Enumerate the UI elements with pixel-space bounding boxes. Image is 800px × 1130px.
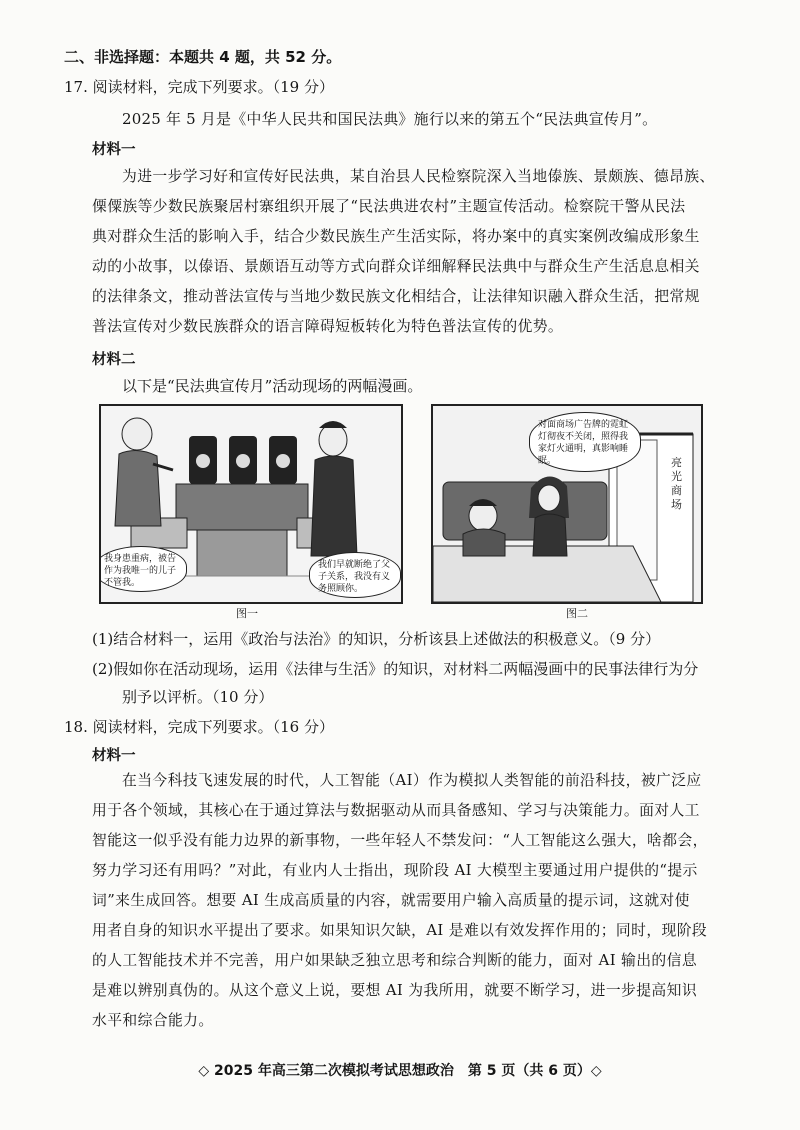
q17-subquestion-2-cont: 别予以评析。（10 分） bbox=[122, 688, 274, 706]
q17-material2-label: 材料二 bbox=[92, 352, 136, 368]
q18-material1-text bbox=[92, 766, 742, 1036]
comic-panel-2 bbox=[431, 404, 703, 604]
q17-header: 17. 阅读材料，完成下列要求。（19 分） bbox=[64, 78, 334, 96]
q17-material1-label: 材料一 bbox=[92, 142, 136, 158]
comic2-mall-sign: 亮光商场 bbox=[671, 456, 682, 511]
text-line: 为进一步学习好和宣传好民法典，某自治县人民检察院深入当地傣族、景颇族、德昂族、 bbox=[122, 168, 715, 185]
q17-intro: 2025 年 5 月是《中华人民共和国民法典》施行以来的第五个“民法典宣传月”。 bbox=[122, 110, 658, 128]
text-line: 用者自身的知识水平提出了要求。如果知识欠缺，AI 是难以有效发挥作用的；同时，现阶段 bbox=[92, 922, 708, 939]
comic2-speech-bubble: 对面商场广告牌的霓虹灯彻夜不关闭，照得我家灯火通明，真影响睡眠。 bbox=[529, 412, 641, 472]
comic1-speech-bubble-father: 我身患重病，被告作为我唯一的儿子不管我。 bbox=[99, 546, 187, 592]
text-line: 词”来生成回答。想要 AI 生成高质量的内容，就需要用户输入高质量的提示词，这就对使 bbox=[92, 892, 690, 909]
text-line: 动的小故事，以傣语、景颇语互动等方式向群众详细解释民法典中与群众生产生活息息相关 bbox=[92, 258, 700, 275]
q18-material1-label: 材料一 bbox=[92, 748, 136, 764]
q18-header: 18. 阅读材料，完成下列要求。（16 分） bbox=[64, 718, 334, 736]
text-line: 典对群众生活的影响入手，结合少数民族生产生活实际，将办案中的真实案例改编成形象生 bbox=[92, 228, 700, 245]
text-line: 的人工智能技术并不完善，用户如果缺乏独立思考和综合判断的能力，面对 AI 输出的信息 bbox=[92, 952, 698, 969]
q17-subquestion-1: (1)结合材料一，运用《政治与法治》的知识，分析该县上述做法的积极意义。（9 分） bbox=[92, 630, 661, 648]
text-line: 普法宣传对少数民族群众的语言障碍短板转化为特色普法宣传的优势。 bbox=[92, 318, 564, 335]
text-line: 努力学习还有用吗？”对此，有业内人士指出，现阶段 AI 大模型主要通过用户提供的“提示 bbox=[92, 862, 698, 879]
q17-subquestion-2: (2)假如你在活动现场，运用《法律与生活》的知识，对材料二两幅漫画中的民事法律行为分 bbox=[92, 660, 699, 678]
text-line: 傈僳族等少数民族聚居村寨组织开展了“民法典进农村”主题宣传活动。检察院干警从民法 bbox=[92, 198, 686, 215]
comic-panel-1 bbox=[99, 404, 403, 604]
q17-material2-intro: 以下是“民法典宣传月”活动现场的两幅漫画。 bbox=[122, 377, 423, 395]
text-line: 智能这一似乎没有能力边界的新事物，一些年轻人不禁发问：“人工智能这么强大，啥都会， bbox=[92, 832, 708, 849]
comic2-caption: 图二 bbox=[566, 607, 588, 620]
text-line: 是难以辨别真伪的。从这个意义上说，要想 AI 为我所用，就要不断学习，进一步提高知识 bbox=[92, 982, 698, 999]
section-title: 二、非选择题：本题共 4 题，共 52 分。 bbox=[64, 48, 342, 66]
text-line: 在当今科技飞速发展的时代，人工智能（AI）作为模拟人类智能的前沿科技，被广泛应 bbox=[122, 772, 702, 789]
page-footer: ◇ 2025 年高三第二次模拟考试思想政治 第 5 页（共 6 页）◇ bbox=[198, 1063, 602, 1079]
text-line: 水平和综合能力。 bbox=[92, 1012, 214, 1029]
comic1-caption: 图一 bbox=[236, 607, 258, 620]
text-line: 用于各个领域，其核心在于通过算法与数据驱动从而具备感知、学习与决策能力。面对人工 bbox=[92, 802, 700, 819]
comic1-speech-bubble-son: 我们早就断绝了父子关系，我没有义务照顾你。 bbox=[309, 552, 401, 598]
text-line: 的法律条文，推动普法宣传与当地少数民族文化相结合，让法律知识融入群众生活，把常规 bbox=[92, 288, 700, 305]
q17-material1-text bbox=[92, 162, 742, 342]
